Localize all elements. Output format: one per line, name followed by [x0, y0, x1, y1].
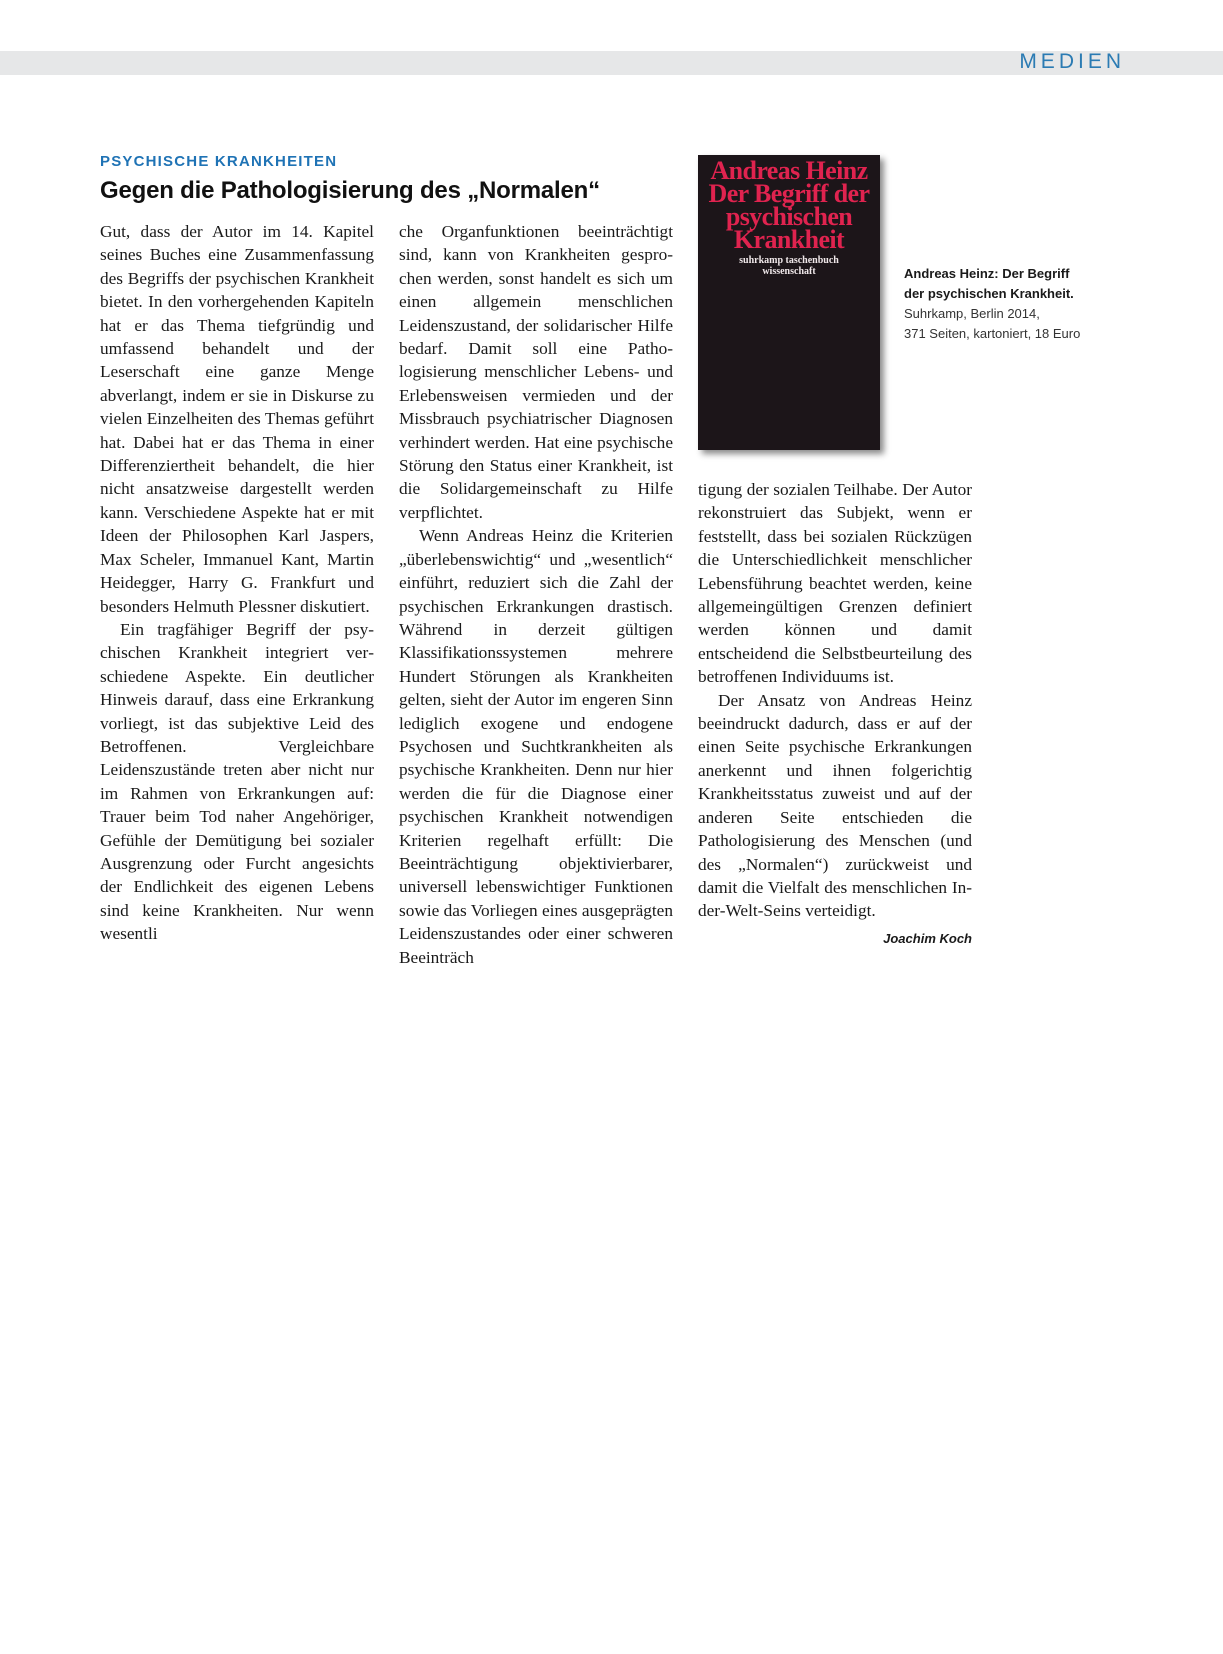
paragraph-final	[698, 689, 972, 946]
book-caption	[904, 264, 1104, 344]
paragraph: Gut, dass der Autor im 14. Kapitel seines Buches eine Zusammenfassung des Begriffs der psychischen Krankheit bietet. In den vorhergehenden Kapiteln hat er das Thema tiefgründig und umfassend behandelt und der Leserschaft eine ganze Menge abverlangt, indem er sie in Diskurse zu vielen Einzelheiten des Themas geführt hat. Dabei hat er das Thema in einer Differenziertheit behandelt, die hier nicht ansatzweise dargestellt werden kann. Verschiedene Aspekte hat er mit Ideen der Philosophen Karl Jaspers, Max Scheler, Immanuel Kant, Martin Heidegger, Harry G. Frankfurt und besonders Helmuth Plessner diskutiert.	[100, 222, 374, 616]
article-kicker: PSYCHISCHE KRANKHEITEN	[100, 153, 338, 170]
cover-title-line: psychischen	[725, 202, 853, 231]
cover-title-line: Der Begriff der	[708, 179, 870, 208]
cover-title-line: Krankheit	[733, 225, 845, 254]
paragraph: Ein tragfähiger Begriff der psychischen Krankheit integriert verschiedene Aspekte. Ein deutlicher Hinweis darauf, dass eine Erkrankung vorliegt, ist das subjektive Leid des Betroffenen. Vergleichbare Leidenszustände treten aber nicht nur im Rahmen von Erkrankungen auf: Trauer beim Tod naher Angehöriger, Gefühle der Demütigung bei sozialer Ausgrenzung oder Furcht angesichts der Endlichkeit des eigenen Lebens sind keine Krankheiten. Nur wenn wesentli	[100, 619, 374, 944]
cover-imprint-line: suhrkamp taschenbuch	[739, 255, 839, 266]
section-label: MEDIEN	[1019, 50, 1125, 73]
paragraph: che Organfunktionen beeinträchtigt sind, kann von Krankheiten gesprochen werden, sonst handelt es sich um einen allgemein menschlichen Leidenszustand, der solidarischer Hilfe bedarf. Damit soll eine Pathologisierung menschlicher Lebens- und Erlebensweisen vermieden und der Missbrauch psychiatrischer Diagnosen verhindert werden. Hat eine psychische Störung den Status einer Krankheit, ist die Solidargemeinschaft zu Hilfe verpflichtet.	[399, 222, 673, 522]
caption-title-line: der psychischen Krankheit.	[904, 286, 1074, 301]
article-headline: Gegen die Pathologisierung des „Normalen“	[100, 177, 600, 204]
paragraph-text: Der Ansatz von Andreas Heinz beeindruckt dadurch, dass er auf der einen Seite psychische Erkrankungen anerkennt und ihnen folgerichtig Krankheitsstatus zuweist und auf der anderen Seite entschieden die Pathologisierung des Menschen (und des „Normalen“) zurückweist und damit die Vielfalt des menschlichen In-der-Welt-Seins verteidigt.	[698, 690, 972, 921]
book-cover-imprint	[698, 255, 880, 277]
article-column-3	[698, 478, 972, 950]
book-cover-image	[698, 155, 880, 450]
article-column-2	[399, 220, 673, 969]
paragraph: Wenn Andreas Heinz die Kriterien „überlebenswichtig“ und „wesentlich“ einführt, reduziert sich die Zahl der psychischen Erkrankungen drastisch. Während in derzeit gültigen Klassifikationssystemen mehrere Hundert Störungen als Krankheiten gelten, sieht der Autor im engeren Sinn lediglich exogene und endogene Psychosen und Suchtkrankheiten als psychische Krankheiten. Denn nur hier werden die für die Diagnose einer psychischen Krankheit notwendigen Kriterien regelhaft erfüllt: Die Beeinträchtigung objektivierbarer, universell lebenswichtiger Funktionen sowie das Vorliegen eines ausgeprägten Leidenszustandes oder einer schweren Beeinträch	[399, 526, 673, 967]
caption-publisher: Suhrkamp, Berlin 2014,	[904, 306, 1040, 321]
author-byline: Joachim Koch	[883, 930, 972, 946]
book-cover-title	[698, 156, 880, 254]
article-column-1	[100, 220, 374, 946]
cover-imprint-line: wissenschaft	[762, 266, 816, 277]
paragraph: tigung der sozialen Teilhabe. Der Autor rekonstruiert das Subjekt, wenn er feststellt, dass bei sozialen Rückzügen die Unterschiedlichkeit menschlicher Lebensführung beachtet werden, keine allgemeingültigen Grenzen definiert werden können und damit entscheidend die Selbstbeurteilung des betroffenen Individuums ist.	[698, 480, 972, 687]
caption-details: 371 Seiten, kartoniert, 18 Euro	[904, 326, 1081, 341]
cover-title-line: Andreas Heinz	[710, 156, 868, 185]
caption-title-line: Andreas Heinz: Der Begriff	[904, 266, 1070, 281]
